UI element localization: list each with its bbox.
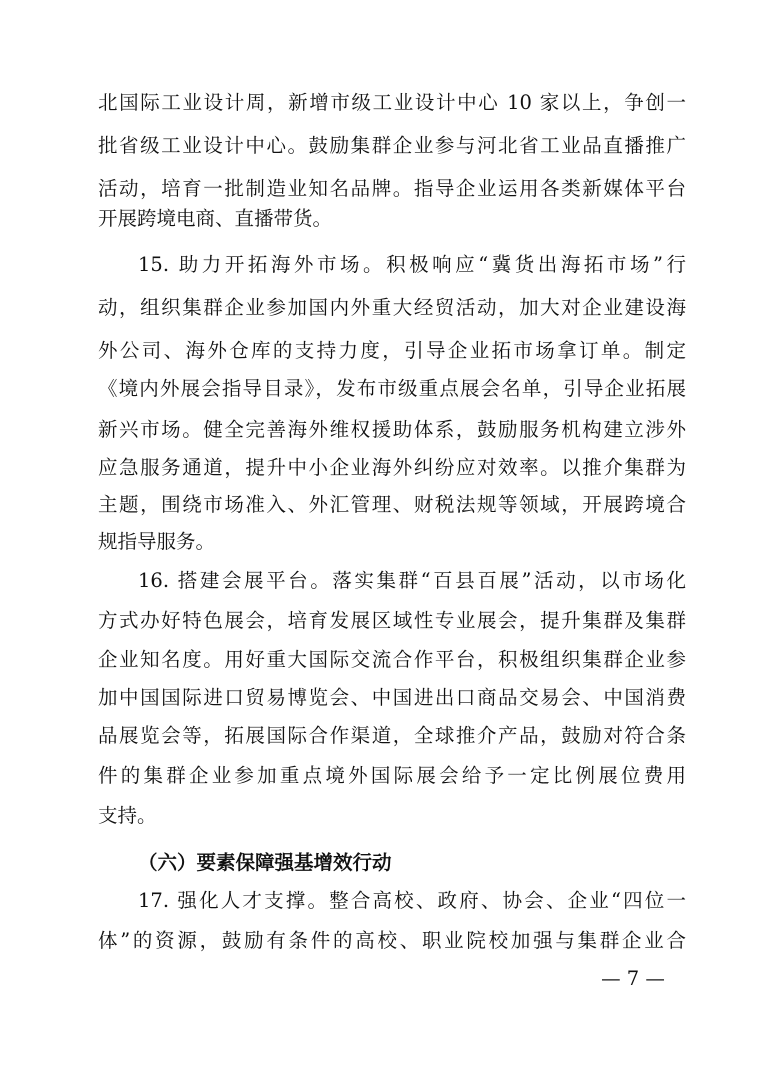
section-heading: （六）要素保障强基增效行动 (138, 851, 392, 874)
text-line: 体”的资源，鼓励有条件的高校、职业院校加强与集群企业合 (98, 929, 686, 952)
text-line: 《境内外展会指导目录》，发布市级重点展会名单，引导企业拓展 (98, 377, 686, 400)
text-line: 规指导服务。 (98, 530, 216, 553)
text-line: 批省级工业设计中心。鼓励集群企业参与河北省工业品直播推广 (98, 134, 686, 157)
text-line: 动，组织集群企业参加国内外重大经贸活动，加大对企业建设海 (98, 296, 686, 319)
page-number: — 7 — (601, 967, 665, 990)
text-line: 应急服务通道，提升中小企业海外纠纷应对效率。以推介集群为 (98, 456, 686, 479)
text-line: 主题，围绕市场准入、外汇管理、财税法规等领域，开展跨境合 (98, 493, 686, 516)
text-line: 企业知名度。用好重大国际交流合作平台，积极组织集群企业参 (98, 648, 686, 671)
paragraph-15-heading-line: 15. 助力开拓海外市场。积极响应“冀货出海拓市场”行 (138, 253, 686, 276)
text-line: 支持。 (98, 804, 157, 827)
text-line: 活动，培育一批制造业知名品牌。指导企业运用各类新媒体平台 (98, 177, 686, 200)
text-line: 新兴市场。健全完善海外维权援助体系，鼓励服务机构建立涉外 (98, 418, 686, 441)
text-line: 外公司、海外仓库的支持力度，引导企业拓市场拿订单。制定 (98, 339, 686, 362)
paragraph-17-heading-line: 17. 强化人才支撑。整合高校、政府、协会、企业“四位一 (138, 889, 686, 912)
text-line: 方式办好特色展会，培育发展区域性专业展会，提升集群及集群 (98, 609, 686, 632)
text-line: 开展跨境电商、直播带货。 (98, 207, 333, 230)
paragraph-16-heading-line: 16. 搭建会展平台。落实集群“百县百展”活动，以市场化 (138, 569, 686, 592)
text-line: 品展览会等，拓展国际合作渠道，全球推介产品，鼓励对符合条 (98, 724, 686, 747)
text-line: 北国际工业设计周，新增市级工业设计中心 10 家以上，争创一 (98, 91, 686, 114)
text-line: 加中国国际进口贸易博览会、中国进出口商品交易会、中国消费 (98, 686, 686, 709)
text-line: 件的集群企业参加重点境外国际展会给予一定比例展位费用 (98, 764, 686, 787)
